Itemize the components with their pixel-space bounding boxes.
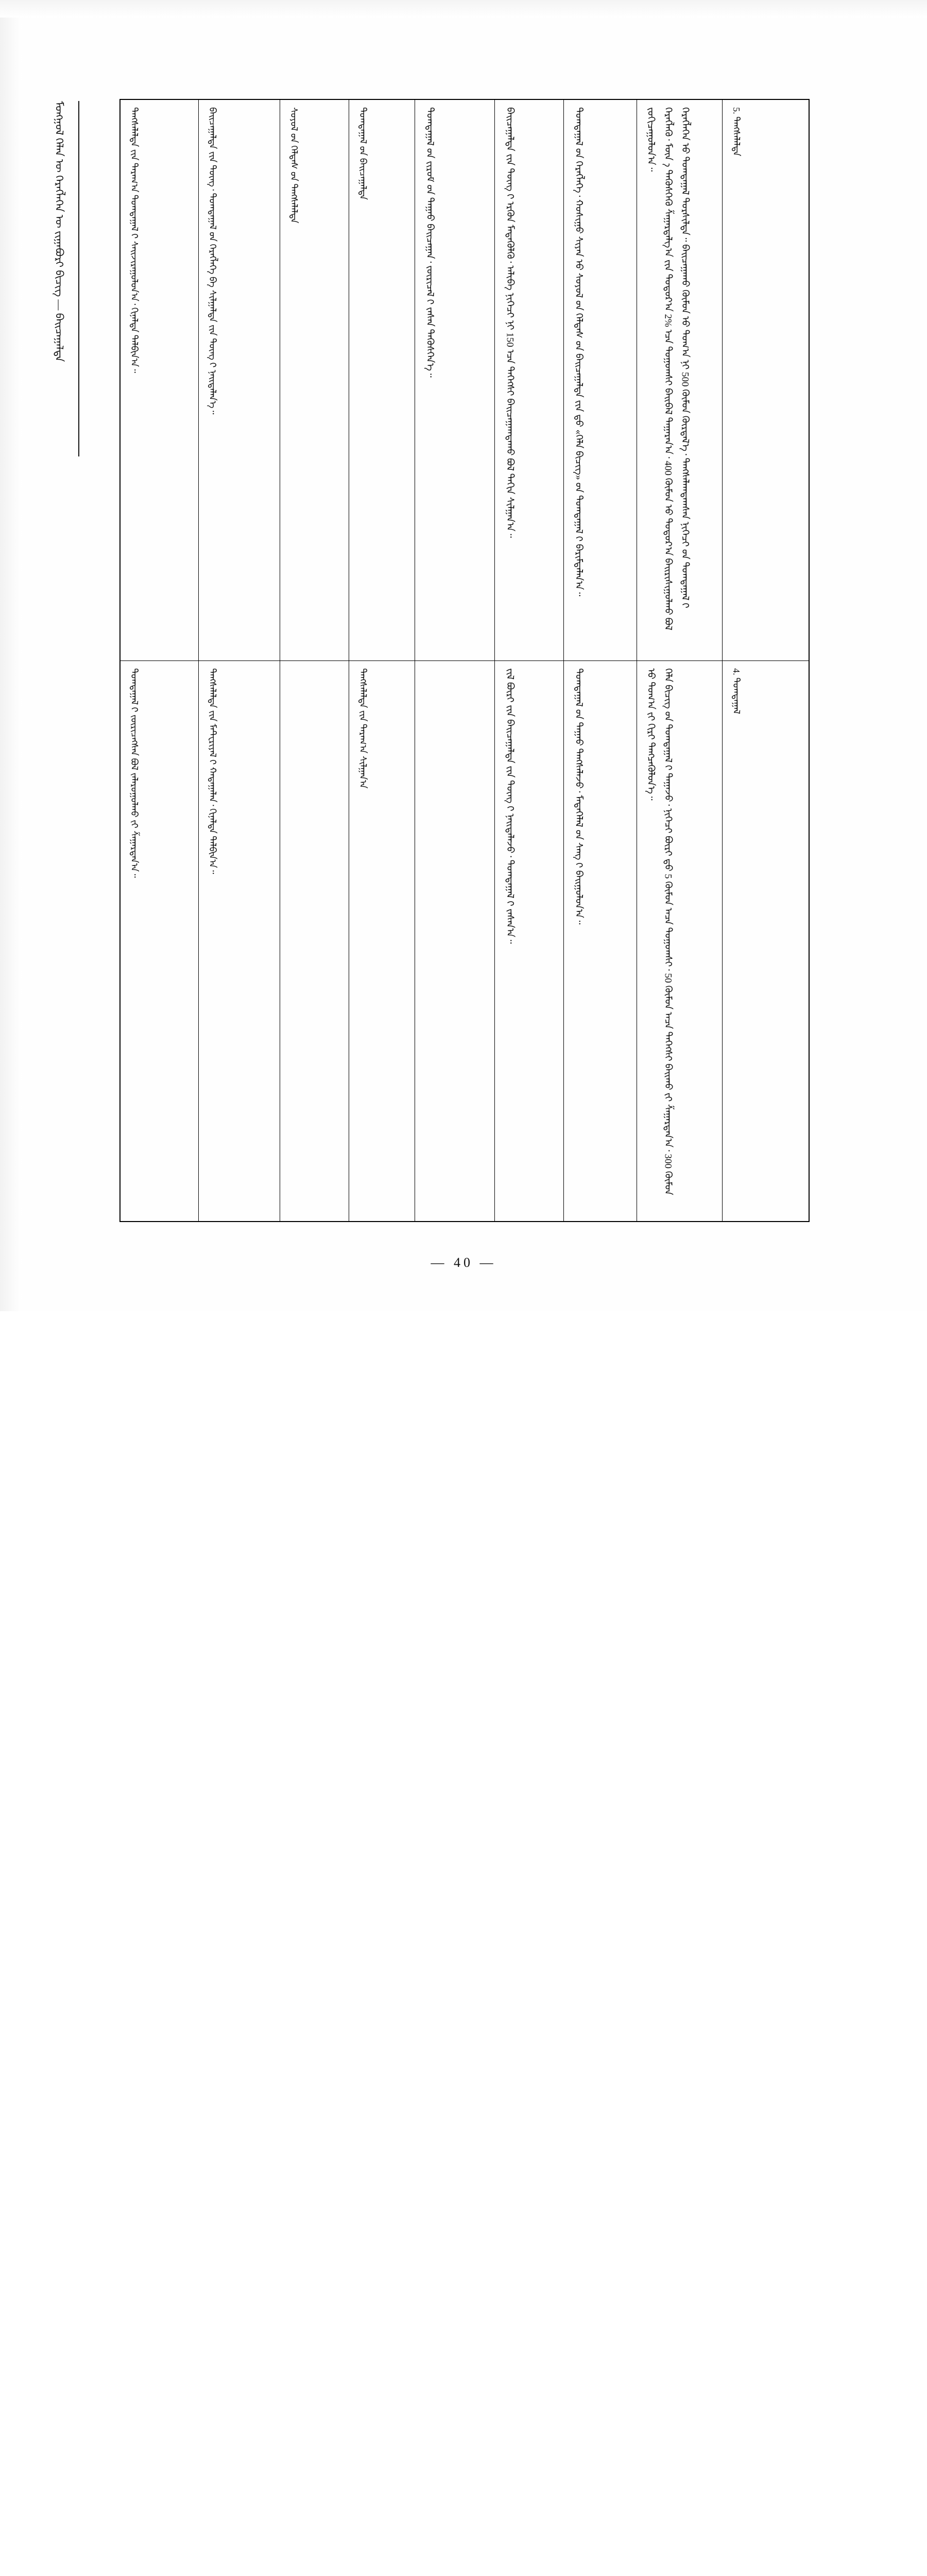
cell-text: ᠲᠠᠩᠰᠠᠯᠠᠯᠲᠠ ᠶ᠋ᠢᠨ ᠳᠠᠷᠠᠭ᠎ᠠ ᠰᠢᠯᠭᠠᠨ᠎ᠠ (357, 668, 368, 788)
cell-text: ᠲᠣᠭᠲᠠᠭᠠᠯ ᠤ᠋ᠨ ᠵᠢᠷᠤᠮ ᠤ᠋ᠨ ᠳᠠᠭᠠᠤ ᠪᠠᠢᠴᠠᠭᠠᠨ᠂ ᠵᠥᠷᠢᠴᠡᠯ ᠢ᠋ ᠵᠠᠰᠠᠨ ᠲᠡᠭᠦᠰᠬᠡᠨ᠎ᠡ᠃ (424, 107, 436, 378)
cell-requirement-detail (637, 99, 722, 660)
cell-text: ᠪᠠᠢᠴᠠᠭᠠᠯᠲᠠ ᠶ᠋ᠢᠨ ᠳᠦᠩ᠂ ᠲᠣᠭᠲᠠᠭᠠᠯ ᠤ᠋ᠨ ᠬᠡᠷᠡᠭᠯᠡᠭᠡ ᠪᠠ ᠰᠢᠯᠭᠠᠯᠲᠠ ᠶ᠋ᠢᠨ ᠳᠦᠩ ᠢ᠋ ᠨᠡᠢᠲᠡᠯᠡᠨ᠎ᠡ᠃ (208, 107, 218, 415)
content-table (119, 99, 810, 1222)
cell-text: ᠲᠣᠭᠲᠠᠭᠠᠯ ᠢ᠋ ᠵᠥᠷᠢᠴᠡᠭᠰᠡᠨ ᠪᠣᠯ ᠵᠠᠯᠠᠷᠤᠭᠤᠯᠬᠤ ᠶ᠋ᠢ ᠱᠠᠭᠠᠷᠳᠠᠨ᠎ᠠ᠃ (129, 668, 140, 878)
scan-edge-top (0, 0, 927, 18)
cell-remarks-a (199, 660, 280, 1222)
cell-index-label: 5. ᠲᠠᠩᠰᠠᠯᠠᠯᠲᠠ (731, 107, 742, 157)
cell-text: ᠪᠠᠢᠴᠠᠭᠠᠯᠲᠠ ᠶ᠋ᠢᠨ ᠳᠦᠩ ᠢ᠋ ᠡᠷᠭᠦᠨ ᠮᠡᠳᠡᠭᠦᠯᠬᠦ᠂ ᠠᠯᠢᠪᠠ ᠨᠢᠭᠡᠴᠢ ᠨᠢ 150 ᠠ᠋ᠴᠠ ᠳᠡᠭᠡᠭᠰᠢ ᠪᠠᠢᠴᠠᠭᠠᠭᠳᠠᠬᠤ ᠪᠣᠯ ᠳᠠᠬᠢᠨ ᠰᠢᠯᠭᠠᠨ᠎ᠠ᠃ (504, 107, 516, 538)
cell-remarks-b (120, 660, 199, 1222)
cell-text: ᠰᠣᠶᠣᠯ ᠤ᠋ᠨ ᠬᠡᠯᠲᠡᠰ ᠦ᠋ᠨ ᠲᠠᠩᠰᠠᠯᠠᠯᠲᠠ (289, 107, 300, 224)
content-table-wrapper (119, 99, 810, 1222)
cell-text: ᠬᠡᠷᠡᠭᠯᠡᠭᠡᠨ ᠦ᠋ ᠲᠣᠭᠲᠠᠭᠠᠯ ᠲᠤᠷᠰᠢᠯᠲᠠ᠃ ᠪᠠᠢᠴᠠᠭᠠᠬᠤ ᠬᠦᠮᠦᠨ ᠦ᠋ ᠲᠣᠭ᠎ᠠ ᠨᠢ 500 ᠬᠦᠮᠦᠨ ᠬᠦᠷᠲᠡᠯ᠎ᠡ᠂ ᠲᠠᠩᠰᠠᠯᠠᠭᠳᠠᠭᠰᠠᠨ ᠨᠢᠭᠡᠴᠢ ᠦ᠋ᠨ ᠲᠣᠭᠲᠠᠭᠠᠯ ᠢ᠋ ᠬᠡᠷᠡᠭᠯᠡᠬᠦ᠂ ᠮᠥᠨ ᠡ᠋ ᠲᠡᠭᠦᠰᠬᠡᠬᠦ ᠱᠠᠭᠠᠷᠳᠠᠯᠭ᠎ᠠ ᠶ᠋ᠢᠨ ᠳᠣᠲᠣᠷ᠎ᠠ 2% ᠠ᠋ᠴᠠ ᠳᠣᠭᠣᠭᠰᠢ ᠪᠠᠢᠪᠠᠯ ᠲᠠᠭᠠᠷᠠᠨ᠎ᠠ᠂ 400 ᠬᠦᠮᠦᠨ ᠦ᠋ ᠳᠣᠲᠣᠷ᠎ᠠ ᠪᠠᠢᠷᠢᠰᠢᠭᠤᠯᠬᠤ ᠪᠣᠯ ᠵᠣᠬᠢᠴᠠᠭᠤᠯᠤᠨ᠎ᠠ᠃ (645, 107, 691, 633)
cell-text: ᠬᠡᠯᠡ ᠪᠢᠴᠢᠭ᠌ ᠦ᠋ᠨ ᠲᠣᠭᠲᠠᠭᠠᠯ ᠢ᠋ ᠳᠠᠭᠠᠵᠤ᠂ ᠨᠢᠭᠡᠴᠢ ᠪᠦᠷᠢ ᠳ᠋ᠦ᠍ 5 ᠬᠦᠮᠦᠨ ᠡ᠋ᠴᠡ ᠳᠣᠭᠣᠭᠰᠢ᠂ 50 ᠬᠦᠮᠦᠨ ᠡ᠋ᠴᠡ ᠳᠡᠭᠡᠭᠰᠢ ᠪᠠᠢᠬᠤ ᠶ᠋ᠢ ᠱᠠᠭᠠᠷᠳᠠᠨ᠎ᠠ᠂ 300 ᠬᠦᠮᠦᠨ ᠦ᠋ ᠲᠣᠭ᠎ᠠ ᠶ᠋ᠢ ᠬᠢᠷᠢ ᠲᠡᠩᠴᠡᠭᠦᠯᠦᠨ᠎ᠡ᠃ (645, 668, 674, 1197)
cell-index-label: 4. ᠲᠣᠭᠲᠠᠭᠠᠯ (731, 668, 742, 714)
cell-index (722, 99, 809, 660)
cell-text: ᠲᠣᠭᠲᠠᠭᠠᠯ ᠤ᠋ᠨ ᠪᠠᠢᠴᠠᠭᠠᠯᠲᠠ (357, 107, 368, 200)
cell-text: ᠵᠢᠯ ᠪᠦᠷᠢ ᠶ᠋ᠢᠨ ᠪᠠᠢᠴᠠᠭᠠᠯᠲᠠ ᠶ᠋ᠢᠨ ᠳᠦᠩ ᠢ᠋ ᠨᠡᠢᠲᠡᠯᠡᠵᠦ᠂ ᠲᠣᠭᠲᠠᠭᠠᠯ ᠢ᠋ ᠵᠠᠰᠠᠨ᠎ᠠ᠃ (504, 668, 516, 944)
cell-method-b (280, 99, 349, 660)
cell-text (415, 661, 425, 1207)
cell-criteria-a (564, 660, 637, 1222)
cell-method-b (280, 660, 349, 1222)
cell-criteria-c (415, 660, 495, 1222)
cell-criteria-b (495, 660, 564, 1222)
cell-text: ᠲᠠᠩᠰᠠᠯᠠᠯᠲᠠ ᠶ᠋ᠢᠨ ᠮᠠᠲ᠋ᠧᠷᠢᠶᠠᠯ ᠢ᠋ ᠬᠠᠳᠠᠭᠠᠯᠠᠨ᠂ ᠬᠢᠨᠠᠯᠲᠠ ᠲᠠᠯᠪᠢᠨ᠎ᠠ᠃ (208, 668, 218, 874)
running-header-text: ᠮᠣᠩᠭᠤᠯ ᠬᠡᠯᠡᠨ ᠦ ᠬᠡᠷᠡᠭᠯᠡᠭᠡᠨ ᠦ ᠵᠢᠭᠠᠪᠤᠷᠢ ᠪᠢᠴᠢᠭ᠌ — ᠪᠠᠢᠴᠠᠭᠠᠯᠲᠠ (53, 101, 65, 362)
header-divider (78, 101, 79, 456)
page-number: — 40 — (431, 1255, 496, 1270)
table-row (120, 660, 809, 1222)
cell-text (280, 661, 290, 1207)
running-header (49, 101, 72, 462)
cell-criteria-c (415, 99, 495, 660)
cell-text: ᠲᠣᠭᠲᠠᠭᠠᠯ ᠤ᠋ᠨ ᠬᠡᠷᠡᠭᠯᠡᠭᠡ᠂ ᠬᠣᠰᠢᠭᠤ ᠰᠢᠶᠠᠨ ᠦ᠋ ᠰᠣᠶᠣᠯ ᠤ᠋ᠨ ᠬᠡᠯᠲᠡᠰ ᠦ᠋ᠨ ᠪᠠᠢᠴᠠᠭᠠᠯᠲᠠ ᠶ᠋ᠢᠨ ᠳ᠋ᠤ᠌ «ᠬᠡᠯᠡ ᠪᠢᠴᠢᠭ᠌» ᠦ᠋ᠨ ᠲᠣᠭᠲᠠᠭᠠᠯ ᠢ᠋ ᠪᠠᠷᠢᠮᠲᠠᠯᠠᠨ᠎ᠠ᠃ (573, 107, 585, 597)
cell-criteria-b (495, 99, 564, 660)
table-row (120, 99, 809, 660)
cell-requirement-detail (637, 660, 722, 1222)
cell-method-a (349, 99, 415, 660)
cell-text: ᠲᠠᠩᠰᠠᠯᠠᠯᠲᠠ ᠶ᠋ᠢᠨ ᠳᠠᠷᠠᠭ᠎ᠠ ᠲᠣᠭᠲᠠᠭᠠᠯ ᠢ᠋ ᠰᠠᠢᠵᠢᠷᠠᠭᠤᠯᠤᠨ᠎ᠠ᠂ ᠬᠢᠨᠠᠯᠲᠠ ᠲᠠᠯᠪᠢᠨ᠎ᠠ᠃ (129, 107, 140, 373)
cell-criteria-a (564, 99, 637, 660)
cell-remarks-a (199, 99, 280, 660)
cell-remarks-b (120, 99, 199, 660)
cell-text: ᠲᠣᠭᠲᠠᠭᠠᠯ ᠤ᠋ᠨ ᠳᠠᠭᠠᠤ ᠲᠠᠩᠰᠠᠯᠠᠵᠤ᠂ ᠮᠡᠳᠡᠭᠡᠯᠡᠯ ᠦ᠋ᠨ ᠰᠠᠩ ᠢ᠋ ᠪᠠᠢᠭᠤᠯᠤᠨ᠎ᠠ᠃ (573, 668, 585, 924)
cell-method-a (349, 660, 415, 1222)
cell-index (722, 660, 809, 1222)
scan-edge-left (0, 0, 22, 1311)
